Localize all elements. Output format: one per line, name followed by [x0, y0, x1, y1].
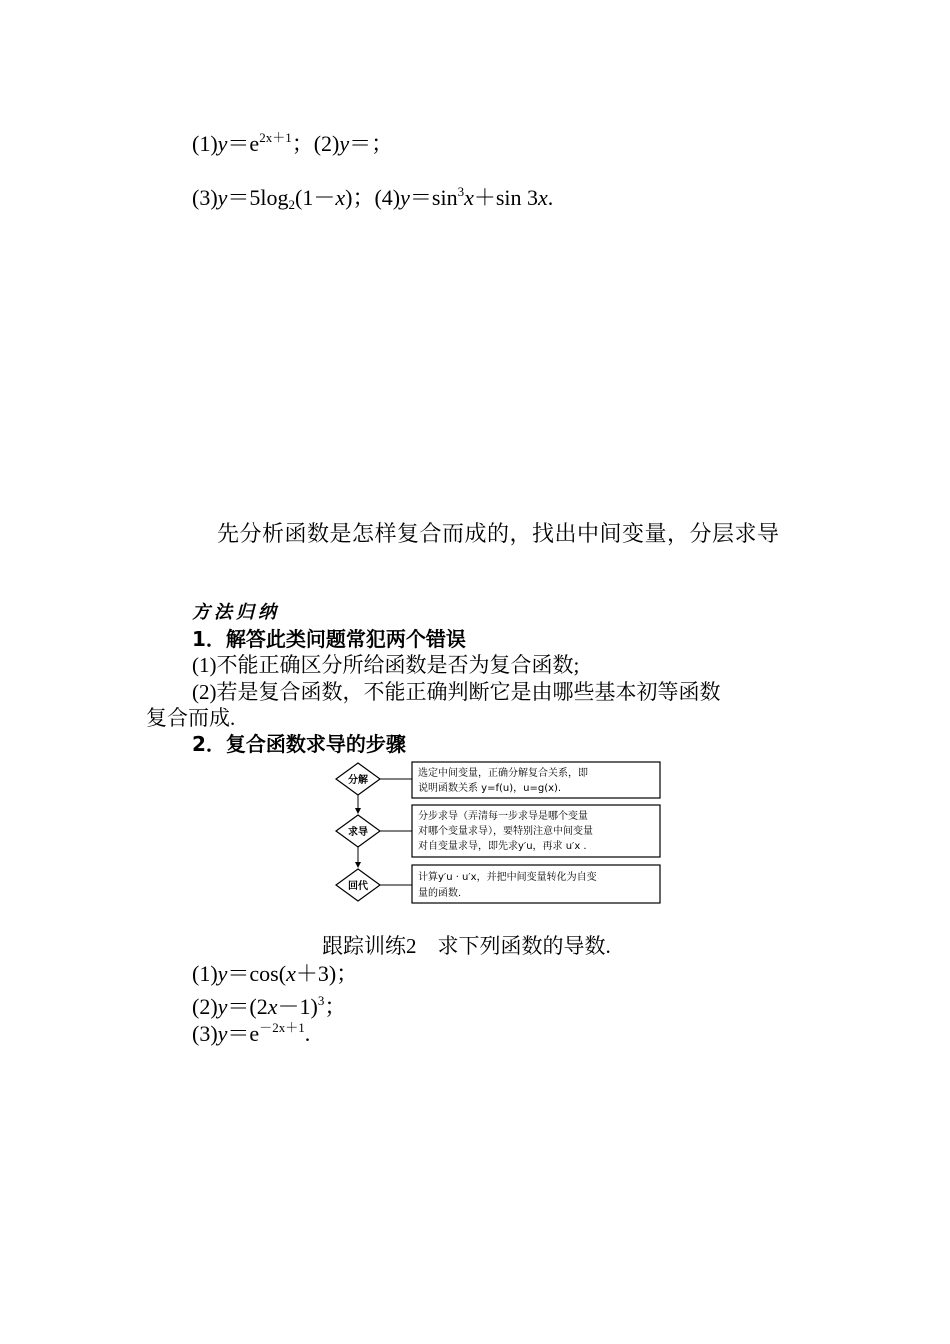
- var-y: y: [217, 961, 228, 986]
- problem-4-eq: ＝sin: [409, 185, 458, 210]
- problem-2-eq: ＝；: [349, 131, 394, 156]
- item-3-eq: ＝e: [227, 1021, 260, 1046]
- practice-item-3: [192, 1015, 310, 1047]
- analysis-note: 先分析函数是怎样复合而成的，找出中间变量，分层求导: [217, 521, 780, 546]
- var-x: x: [538, 185, 548, 210]
- problem-3-eq: ＝5log: [227, 185, 289, 210]
- item-3-label: (3): [192, 1021, 218, 1046]
- item-2-rest: －1): [277, 994, 318, 1019]
- method-point-1a: (1)不能正确区分所给函数是否为复合函数;: [192, 653, 580, 677]
- problem-1-eq: ＝e: [227, 131, 260, 156]
- item-3-end: .: [304, 1021, 311, 1046]
- problem-line-1: [192, 125, 393, 157]
- step-1-text-line-2: 说明函数关系 y=f(u)，u=g(x).: [418, 783, 562, 794]
- var-x: x: [267, 994, 278, 1019]
- exponent: 2x＋1: [259, 130, 292, 145]
- exponent: 3: [457, 184, 465, 199]
- step-2-text-line-2: 对哪个变量求导），要特别注意中间变量: [418, 826, 593, 837]
- method-point-2-title: 2．复合函数求导的步骤: [192, 732, 406, 756]
- var-y: y: [217, 994, 228, 1019]
- step-3-label: 回代: [348, 881, 368, 892]
- flowchart: [332, 759, 666, 907]
- method-point-1b-line-2: 复合而成.: [146, 706, 236, 730]
- method-point-1b-line-1: (2)若是复合函数，不能正确判断它是由哪些基本初等函数: [192, 680, 721, 704]
- method-title: 方法归纳: [192, 602, 280, 623]
- var-x: x: [286, 961, 296, 986]
- item-1-label: (1): [192, 961, 218, 986]
- practice-item-1: [192, 961, 358, 987]
- item-1-rest: ＋3)；: [295, 961, 359, 986]
- item-2-end: ；: [324, 994, 347, 1019]
- method-point-1-title: 1．解答此类问题常犯两个错误: [192, 627, 466, 651]
- var-x: x: [464, 185, 474, 210]
- step-3-text-line-1: 计算y′u · u′x，并把中间变量转化为自变: [418, 872, 597, 883]
- period: .: [547, 185, 554, 210]
- step-1-label: 分解: [348, 775, 368, 786]
- step-2-text-line-1: 分步求导（弄清每一步求导是哪个变量: [418, 811, 588, 822]
- step-2-label: 求导: [348, 827, 368, 838]
- var-y: y: [217, 185, 228, 210]
- var-y: y: [217, 1021, 228, 1046]
- step-3-text-line-2: 量的函数.: [418, 888, 462, 899]
- exponent: －2x＋1: [259, 1020, 305, 1035]
- problem-3-label: (3): [192, 185, 218, 210]
- var-y: y: [400, 185, 410, 210]
- problem-4-label: )；(4): [345, 185, 401, 210]
- practice-title: 跟踪训练2 求下列函数的导数.: [322, 934, 611, 958]
- var-y: y: [217, 131, 228, 156]
- exponent: 3: [317, 993, 325, 1008]
- item-1-eq: ＝cos(: [227, 961, 287, 986]
- log-base: 2: [288, 197, 296, 212]
- step-2-text-line-3: 对自变量求导，即先求y′u，再求 u′x .: [418, 841, 587, 852]
- item-2-label: (2): [192, 994, 218, 1019]
- problem-4-rest: ＋sin 3: [473, 185, 539, 210]
- item-2-eq: ＝(2: [227, 994, 268, 1019]
- problem-line-2: [192, 179, 553, 218]
- log-arg: (1－: [295, 185, 336, 210]
- problem-1-label: (1): [192, 131, 218, 156]
- step-1-text-line-1: 选定中间变量，正确分解复合关系，即: [418, 768, 588, 779]
- problem-2-label: ；(2): [291, 131, 340, 156]
- var-x: x: [335, 185, 346, 210]
- var-y: y: [339, 131, 350, 156]
